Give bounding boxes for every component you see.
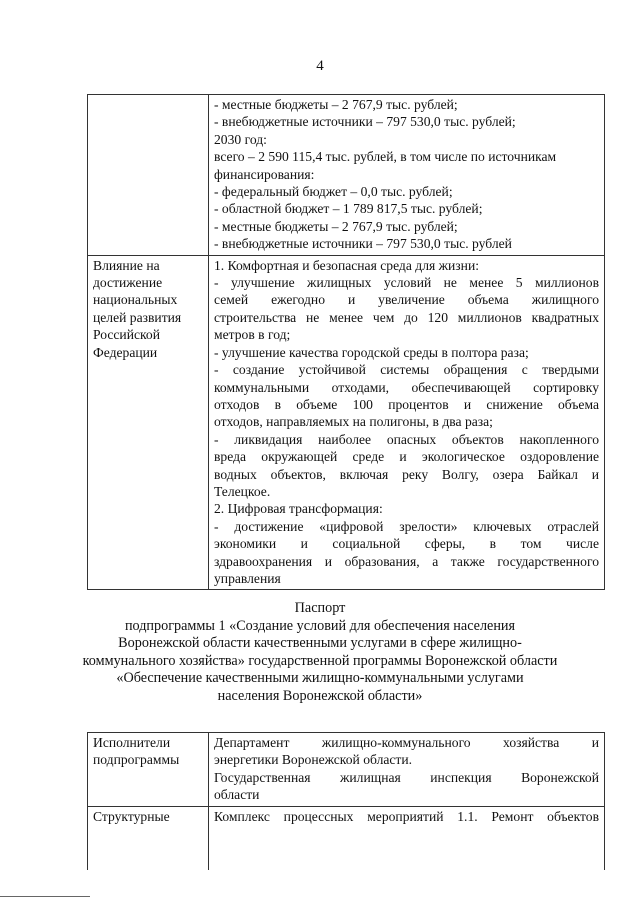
label-line: Федерации xyxy=(93,344,158,360)
text-line: - внебюджетные источники – 797 530,0 тыс. рублей; xyxy=(214,114,516,130)
label-line: Влияние на xyxy=(93,257,160,273)
text-line: коммунальными отходами, обеспечивающей сортировку xyxy=(214,379,599,395)
row-label-empty xyxy=(88,95,209,256)
label-line: национальных xyxy=(93,292,178,308)
page-number: 4 xyxy=(316,58,324,74)
table-row xyxy=(88,255,605,590)
text-line: - областной бюджет – 1 789 817,5 тыс. рублей; xyxy=(214,201,483,217)
text-line: Департамент жилищно-коммунального хозяйства и xyxy=(214,735,599,750)
text-line: области xyxy=(214,787,260,803)
executors-cell xyxy=(209,733,605,807)
text-line: 1. Комфортная и безопасная среда для жизни: xyxy=(214,257,479,273)
table-row xyxy=(88,806,605,870)
passport-title: Паспорт xyxy=(294,600,346,616)
text-line: - ликвидация наиболее опасных объектов накопленного xyxy=(214,431,599,447)
heading-line: «Обеспечение качественными жилищно-коммунальными услугами xyxy=(116,670,524,687)
text-line: отходов в объеме 100 процентов и снижение объема xyxy=(214,396,599,412)
text-line: - создание устойчивой системы обращения с твердыми xyxy=(214,362,599,378)
label-line: Исполнители xyxy=(93,735,171,750)
text-line: - улучшение жилищных условий не менее 5 миллионов xyxy=(214,275,599,291)
text-line: 2030 год: xyxy=(214,131,267,147)
label-line: целей развития xyxy=(93,309,182,325)
footnote-line xyxy=(0,896,90,897)
text-line: водных объектов, включая реку Волгу, озера Байкал и xyxy=(214,466,599,482)
heading-line: населения Воронежской области» xyxy=(217,687,423,704)
financing-cell xyxy=(209,95,605,256)
label-line: подпрограммы xyxy=(93,752,180,768)
text-line: строительства не менее чем до 120 миллионов квадратных xyxy=(214,309,599,325)
text-line: финансирования: xyxy=(214,166,315,182)
passport-table xyxy=(87,732,605,870)
text-line: семей ежегодно и увеличение объема жилищного xyxy=(214,292,599,308)
structural-label xyxy=(88,806,209,870)
national-goals-cell xyxy=(209,255,605,590)
heading-line: коммунального хозяйства» государственной программы Воронежской области xyxy=(82,652,558,669)
text-line: - федеральный бюджет – 0,0 тыс. рублей; xyxy=(214,184,453,200)
text-line: - местные бюджеты – 2 767,9 тыс. рублей; xyxy=(214,97,458,112)
text-line: вреда окружающей среде и экологическое оздоровление xyxy=(214,449,599,465)
label-line: Российской xyxy=(93,327,160,343)
text-line: Комплекс процессных мероприятий 1.1. Ремонт объектов xyxy=(214,808,599,824)
table-row xyxy=(88,733,605,807)
text-line: здравоохранения и образования, а также государственного xyxy=(214,553,599,569)
text-line: всего – 2 590 115,4 тыс. рублей, в том числе по источникам xyxy=(214,149,557,165)
text-line: метров в год; xyxy=(214,327,291,343)
text-line: - внебюджетные источники – 797 530,0 тыс. рублей xyxy=(214,236,512,252)
national-goals-label xyxy=(88,255,209,590)
text-line: - достижение «цифровой зрелости» ключевых отраслей xyxy=(214,518,599,534)
label-line: достижение xyxy=(93,275,163,291)
text-line: - улучшение качества городской среды в полтора раза; xyxy=(214,344,529,360)
heading-line: подпрограммы 1 «Создание условий для обеспечения населения xyxy=(124,617,516,634)
text-line: экономики и социальной сферы, в том числе xyxy=(214,536,599,552)
text-line: 2. Цифровая трансформация: xyxy=(214,501,383,517)
passport-heading xyxy=(0,600,640,706)
heading-line: Воронежской области качественными услугами в сфере жилищно- xyxy=(118,635,522,652)
structural-cell xyxy=(209,806,605,870)
text-line: Государственная жилищная инспекция Воронежской xyxy=(214,769,599,785)
label-line: Структурные xyxy=(93,808,170,824)
financing-table xyxy=(87,94,605,590)
text-line: отходов, направляемых на полигоны, в два раза; xyxy=(214,414,493,430)
text-line: энергетики Воронежской области. xyxy=(214,752,413,768)
text-line: - местные бюджеты – 2 767,9 тыс. рублей; xyxy=(214,218,458,234)
table-row xyxy=(88,95,605,256)
text-line: Телецкое. xyxy=(214,483,271,499)
text-line: управления xyxy=(214,570,281,586)
executors-label xyxy=(88,733,209,807)
